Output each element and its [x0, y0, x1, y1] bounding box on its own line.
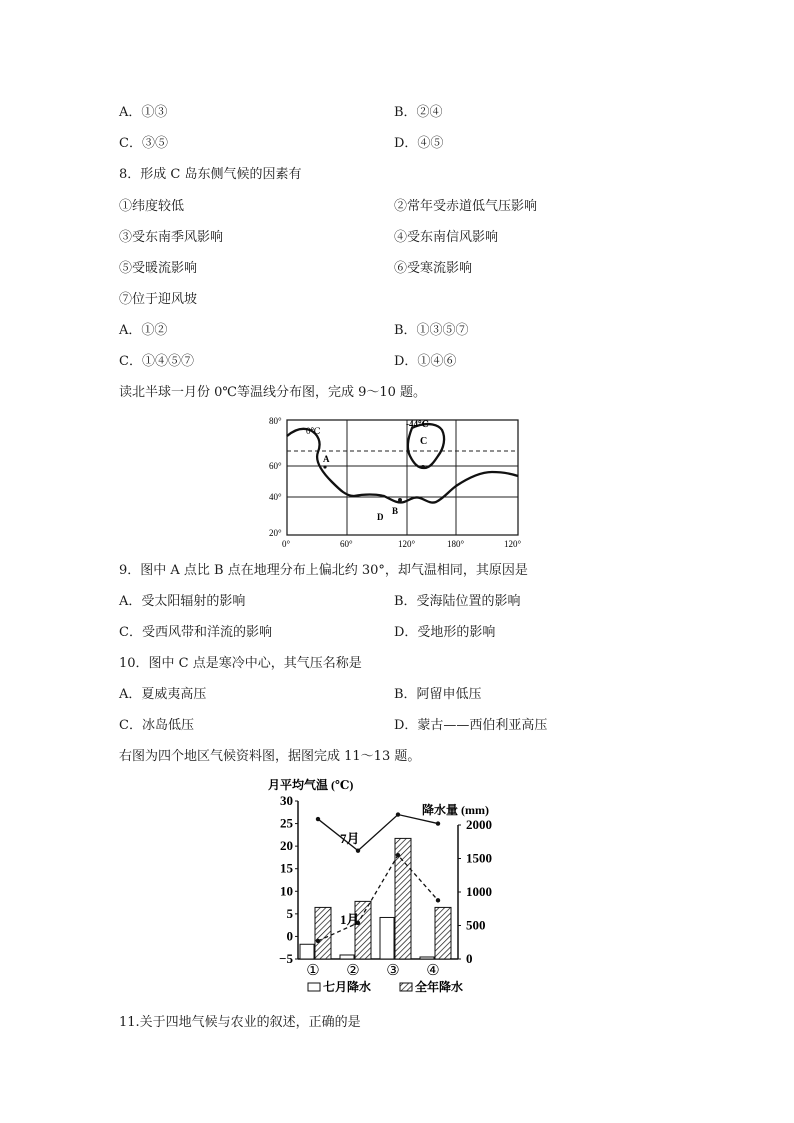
- precip-tick-label: 1000: [466, 884, 492, 899]
- point-a-label: A: [323, 454, 330, 464]
- temp-tick-label: 20: [280, 838, 293, 854]
- point-c-label: C: [420, 436, 428, 447]
- q8-item-6: ⑥受寒流影响: [394, 261, 473, 276]
- bar-annual-precip: [435, 907, 451, 959]
- precip-tick-label: 2000: [466, 817, 492, 832]
- intro-11-13: 右图为四个地区气候资料图，据图完成 11～13 题。: [119, 749, 421, 764]
- q7-option-a: A．①③: [119, 105, 168, 120]
- climate-chart: [260, 775, 550, 1000]
- lat-label-60: 60°: [269, 461, 282, 471]
- q8-stem: 8．形成 C 岛东侧气候的因素有: [119, 167, 302, 182]
- category-label: ①: [306, 963, 320, 979]
- point-d-label: D: [377, 512, 384, 522]
- q8-item-1: ①纬度较低: [119, 199, 185, 214]
- q8-item-4: ④受东南信风影响: [394, 230, 499, 245]
- point-b-label: B: [392, 506, 399, 516]
- q10-option-c: C．冰岛低压: [119, 718, 194, 733]
- category-label: ②: [346, 963, 360, 979]
- temp-point: [316, 939, 320, 943]
- bar-july-precip: [420, 957, 434, 959]
- q9-option-d: D．受地形的影响: [394, 625, 496, 640]
- q8-item-5: ⑤受暖流影响: [119, 261, 198, 276]
- bar-july-precip: [380, 917, 394, 959]
- q8-item-7: ⑦位于迎风坡: [119, 292, 198, 307]
- temp-line: [318, 815, 438, 851]
- temp-tick-label: 15: [280, 860, 293, 876]
- series-label: 1月: [340, 911, 360, 927]
- legend-swatch-annual-precip: [400, 983, 412, 991]
- bar-annual-precip: [315, 907, 331, 959]
- isotherm-label: 0℃: [306, 426, 321, 436]
- lon-label-60: 60°: [340, 539, 353, 549]
- q9-stem: 9．图中 A 点比 B 点在地理分布上偏北约 30°，却气温相同，其原因是: [119, 563, 528, 578]
- q9-option-a: A．受太阳辐射的影响: [119, 594, 246, 609]
- precip-axis-title: 降水量 (mm): [422, 803, 489, 817]
- temp-point: [396, 812, 400, 816]
- temp-point: [316, 817, 320, 821]
- q8-option-a: A．①②: [119, 323, 168, 338]
- q7-option-d: D．④⑤: [394, 136, 444, 151]
- q8-option-d: D．①④⑥: [394, 354, 457, 369]
- lon-label-120: 120°: [398, 539, 416, 549]
- q8-item-3: ③受东南季风影响: [119, 230, 224, 245]
- q8-option-c: C．①④⑤⑦: [119, 354, 194, 369]
- series-label: 7月: [340, 830, 360, 846]
- temp-tick-label: 5: [286, 905, 293, 921]
- isotherm-map: [268, 412, 528, 552]
- category-label: ④: [426, 963, 440, 979]
- temp-tick-label: 10: [280, 883, 293, 899]
- precip-tick-label: 500: [466, 917, 486, 933]
- q9-option-c: C．受西风带和洋流的影响: [119, 625, 272, 640]
- bar-july-precip: [340, 955, 354, 959]
- lat-label-20: 20°: [269, 528, 282, 538]
- bar-july-precip: [300, 944, 314, 959]
- precip-tick-label: 1500: [466, 850, 492, 866]
- legend-swatch-july-precip: [308, 983, 320, 991]
- q8-item-2: ②常年受赤道低气压影响: [394, 199, 538, 214]
- bar-annual-precip: [355, 901, 371, 959]
- temp-tick-label: 25: [280, 815, 293, 831]
- temp-tick-label: −5: [279, 951, 293, 966]
- q10-stem: 10．图中 C 点是寒冷中心，其气压名称是: [119, 656, 362, 671]
- q10-option-a: A．夏威夷高压: [119, 687, 207, 702]
- temp-point: [436, 898, 440, 902]
- lon-label-0: 0°: [282, 539, 291, 549]
- legend-july-precip: 七月降水: [323, 980, 372, 994]
- temp-point: [356, 848, 360, 852]
- category-label: ③: [386, 963, 400, 979]
- q7-option-c: C．③⑤: [119, 136, 168, 151]
- temp-point: [436, 821, 440, 825]
- q9-option-b: B．受海陆位置的影响: [394, 594, 521, 609]
- temp-point: [396, 853, 400, 857]
- q8-option-b: B．①③⑤⑦: [394, 323, 469, 338]
- lat-label-40: 40°: [269, 492, 282, 502]
- legend-annual-precip: 全年降水: [415, 980, 464, 994]
- lat-label-80: 80°: [269, 416, 282, 426]
- lon-label-120w: 120°: [504, 539, 522, 549]
- precip-tick-label: 0: [466, 951, 473, 966]
- temp-tick-label: 0: [286, 928, 293, 944]
- temp-tick-label: 30: [280, 793, 293, 808]
- chart-title: 月平均气温 (℃): [268, 778, 354, 792]
- q10-option-d: D．蒙古——西伯利亚高压: [394, 718, 548, 733]
- temp-line: [318, 855, 438, 941]
- q7-option-b: B．②④: [394, 105, 443, 120]
- intro-9-10: 读北半球一月份 0℃等温线分布图，完成 9～10 题。: [119, 385, 427, 400]
- cold-center-label: -44℃: [406, 419, 429, 429]
- lon-label-180: 180°: [447, 539, 465, 549]
- q11-stem: 11.关于四地气候与农业的叙述，正确的是: [119, 1015, 361, 1030]
- q10-option-b: B．阿留申低压: [394, 687, 482, 702]
